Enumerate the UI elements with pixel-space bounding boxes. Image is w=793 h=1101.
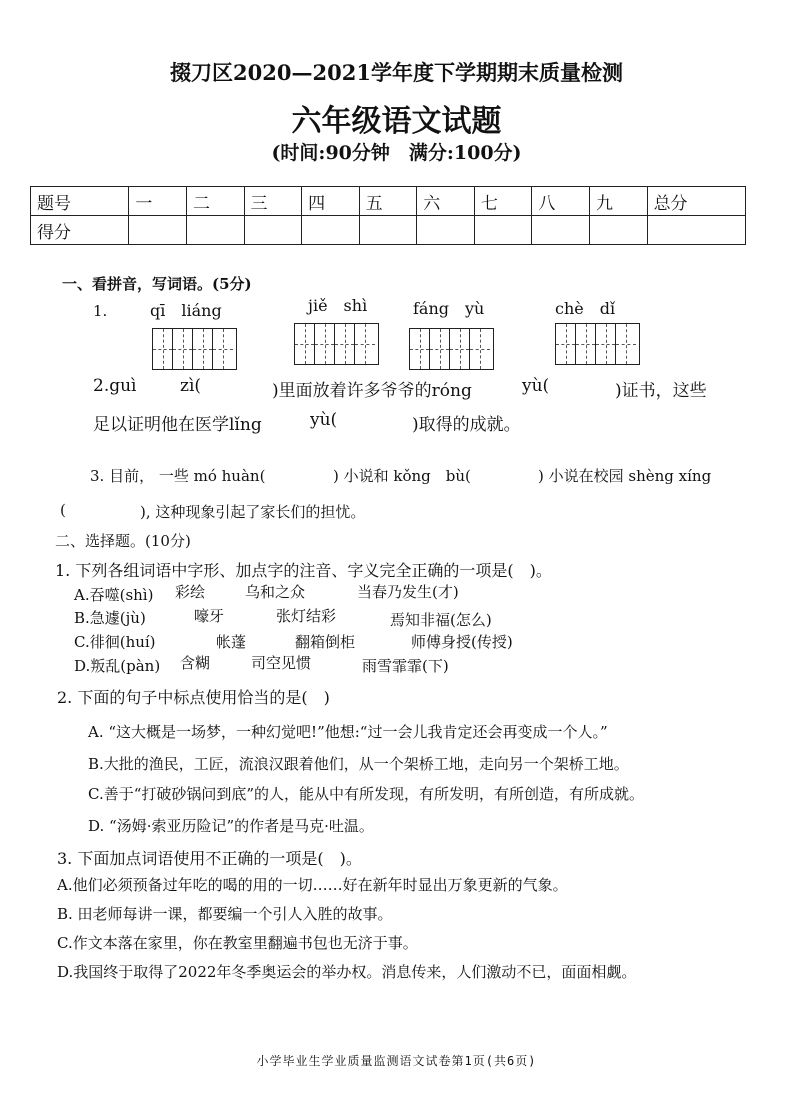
s2-q1-option-a-word3: 乌和之众 bbox=[245, 583, 306, 601]
tianzige-answer-box-1[interactable] bbox=[152, 328, 237, 370]
s2-q3-option-c: C.作文本落在家里，你在教室里翻遍书包也无济于事。 bbox=[57, 934, 418, 952]
tianzige-answer-box-4[interactable] bbox=[555, 323, 640, 365]
score-entry[interactable] bbox=[417, 216, 475, 245]
score-entry[interactable] bbox=[129, 216, 187, 245]
exam-header-line1: 掇刀区2020—2021学年度下学期期末质量检测 bbox=[170, 60, 623, 85]
tianzige-answer-box-3[interactable] bbox=[409, 328, 494, 370]
s2-q1-option-d-word3: 司空见惯 bbox=[251, 654, 312, 672]
score-entry[interactable] bbox=[589, 216, 647, 245]
section1-title: 一、看拼音，写词语。(5分) bbox=[62, 275, 252, 293]
s2-q1-option-c: C.徘徊(huí) bbox=[74, 633, 156, 651]
score-cell: 五 bbox=[359, 187, 417, 216]
q3-line1-c: ) 小说在校园 shèng xíng bbox=[538, 467, 712, 485]
score-entry[interactable] bbox=[474, 216, 532, 245]
exam-title: 六年级语文试题 bbox=[291, 104, 502, 139]
s2-q2-option-c: C.善于“打破砂锅问到底”的人，能从中有所发现，有所发明，有所创造，有所成就。 bbox=[88, 785, 645, 803]
q3-line2-b: ), 这种现象引起了家长们的担忧。 bbox=[140, 503, 366, 521]
q3-line1-a: 3. 目前， 一些 mó huàn( bbox=[90, 467, 266, 485]
s2-q1-option-b-word4: 焉知非福(怎么) bbox=[390, 611, 492, 629]
q2-line2-c: )取得的成就。 bbox=[412, 415, 521, 435]
pinyin-1: qī liáng bbox=[150, 301, 222, 320]
s2-q3-option-b: B. 田老师每讲一课，都要编一个引人入胜的故事。 bbox=[57, 905, 393, 923]
s2-q1-option-d-word4: 雨雪霏霏(下) bbox=[362, 657, 449, 675]
score-table-header-row bbox=[31, 187, 746, 216]
s2-q1-option-b: B.急遽(jù) bbox=[74, 609, 146, 627]
s2-q2-option-d: D. “汤姆·索亚历险记”的作者是马克·吐温。 bbox=[88, 817, 374, 835]
q2-text-e: )证书，这些 bbox=[615, 381, 707, 401]
score-entry[interactable] bbox=[186, 216, 244, 245]
s2-q1-option-b-word3: 张灯结彩 bbox=[276, 607, 337, 625]
pinyin-3: fáng yù bbox=[413, 299, 485, 318]
s2-q1-option-c-word3: 翻箱倒柜 bbox=[295, 633, 356, 651]
s2-q1-option-c-word2: 帐蓬 bbox=[216, 633, 247, 651]
pinyin-2: jiě shì bbox=[308, 296, 368, 315]
s2-q1-option-d: D.叛乱(pàn) bbox=[74, 657, 161, 675]
s2-q1-option-a-word4: 当春乃发生(才) bbox=[357, 583, 459, 601]
score-table bbox=[30, 186, 746, 245]
s2-q1-option-a-word2: 彩绘 bbox=[175, 583, 206, 601]
score-entry[interactable] bbox=[647, 216, 745, 245]
s2-q3-option-a: A.他们必须预备过年吃的喝的用的一切……好在新年时显出万象更新的气象。 bbox=[57, 876, 568, 894]
score-entry[interactable] bbox=[359, 216, 417, 245]
pinyin-4: chè dǐ bbox=[555, 299, 616, 318]
q2-text-d: yù( bbox=[522, 376, 550, 396]
score-cell: 一 bbox=[129, 187, 187, 216]
q2-text-c: )里面放着许多爷爷的róng bbox=[272, 381, 472, 401]
score-cell: 总分 bbox=[647, 187, 745, 216]
s2-q1-stem: 1. 下列各组词语中字形、加点字的注音、字义完全正确的一项是( )。 bbox=[55, 561, 552, 580]
score-cell: 题号 bbox=[31, 187, 129, 216]
q1-number: 1. bbox=[93, 302, 108, 320]
score-cell: 二 bbox=[186, 187, 244, 216]
q2-text-a: 2.guì bbox=[93, 376, 137, 396]
score-entry[interactable] bbox=[244, 216, 302, 245]
score-cell: 七 bbox=[474, 187, 532, 216]
s2-q3-option-d: D.我国终于取得了2022年冬季奥运会的举办权。消息传来，人们激动不已，面面相觑。 bbox=[57, 963, 637, 981]
s2-q1-option-a: A.吞噬(shì) bbox=[74, 586, 154, 604]
q3-line1-b: ) 小说和 kǒng bù( bbox=[333, 467, 471, 485]
s2-q1-option-c-word4: 师傅身授(传授) bbox=[411, 633, 513, 651]
score-cell: 九 bbox=[589, 187, 647, 216]
score-table-score-row bbox=[31, 216, 746, 245]
score-row-label: 得分 bbox=[31, 216, 129, 245]
s2-q2-stem: 2. 下面的句子中标点使用恰当的是( ) bbox=[57, 688, 330, 707]
page-footer: 小学毕业生学业质量监测语文试卷第1页(共6页) bbox=[256, 1054, 537, 1068]
s2-q2-option-b: B.大批的渔民，工匠，流浪汉跟着他们，从一个架桥工地，走向另一个架桥工地。 bbox=[88, 755, 629, 773]
score-cell: 三 bbox=[244, 187, 302, 216]
score-entry[interactable] bbox=[532, 216, 590, 245]
s2-q1-option-b-word2: 嚎牙 bbox=[194, 607, 225, 625]
score-cell: 四 bbox=[302, 187, 360, 216]
s2-q1-option-d-word2: 含糊 bbox=[180, 654, 211, 672]
section2-title: 二、选择题。(10分) bbox=[55, 532, 191, 550]
q2-text-b: zì( bbox=[180, 376, 202, 396]
q2-line2-a: 足以证明他在医学lǐng bbox=[93, 415, 262, 435]
q3-line2-a: ( bbox=[60, 501, 66, 519]
s2-q2-option-a: A. “这大概是一场梦，一种幻觉吧!”他想:“过一会儿我肯定还会再变成一个人。” bbox=[88, 723, 608, 741]
score-entry[interactable] bbox=[302, 216, 360, 245]
exam-time-score: (时间:90分钟 满分:100分) bbox=[271, 142, 522, 164]
score-cell: 八 bbox=[532, 187, 590, 216]
s2-q3-stem: 3. 下面加点词语使用不正确的一项是( )。 bbox=[57, 849, 362, 868]
q2-line2-b: yù( bbox=[310, 410, 338, 430]
tianzige-answer-box-2[interactable] bbox=[294, 323, 379, 365]
score-cell: 六 bbox=[417, 187, 475, 216]
